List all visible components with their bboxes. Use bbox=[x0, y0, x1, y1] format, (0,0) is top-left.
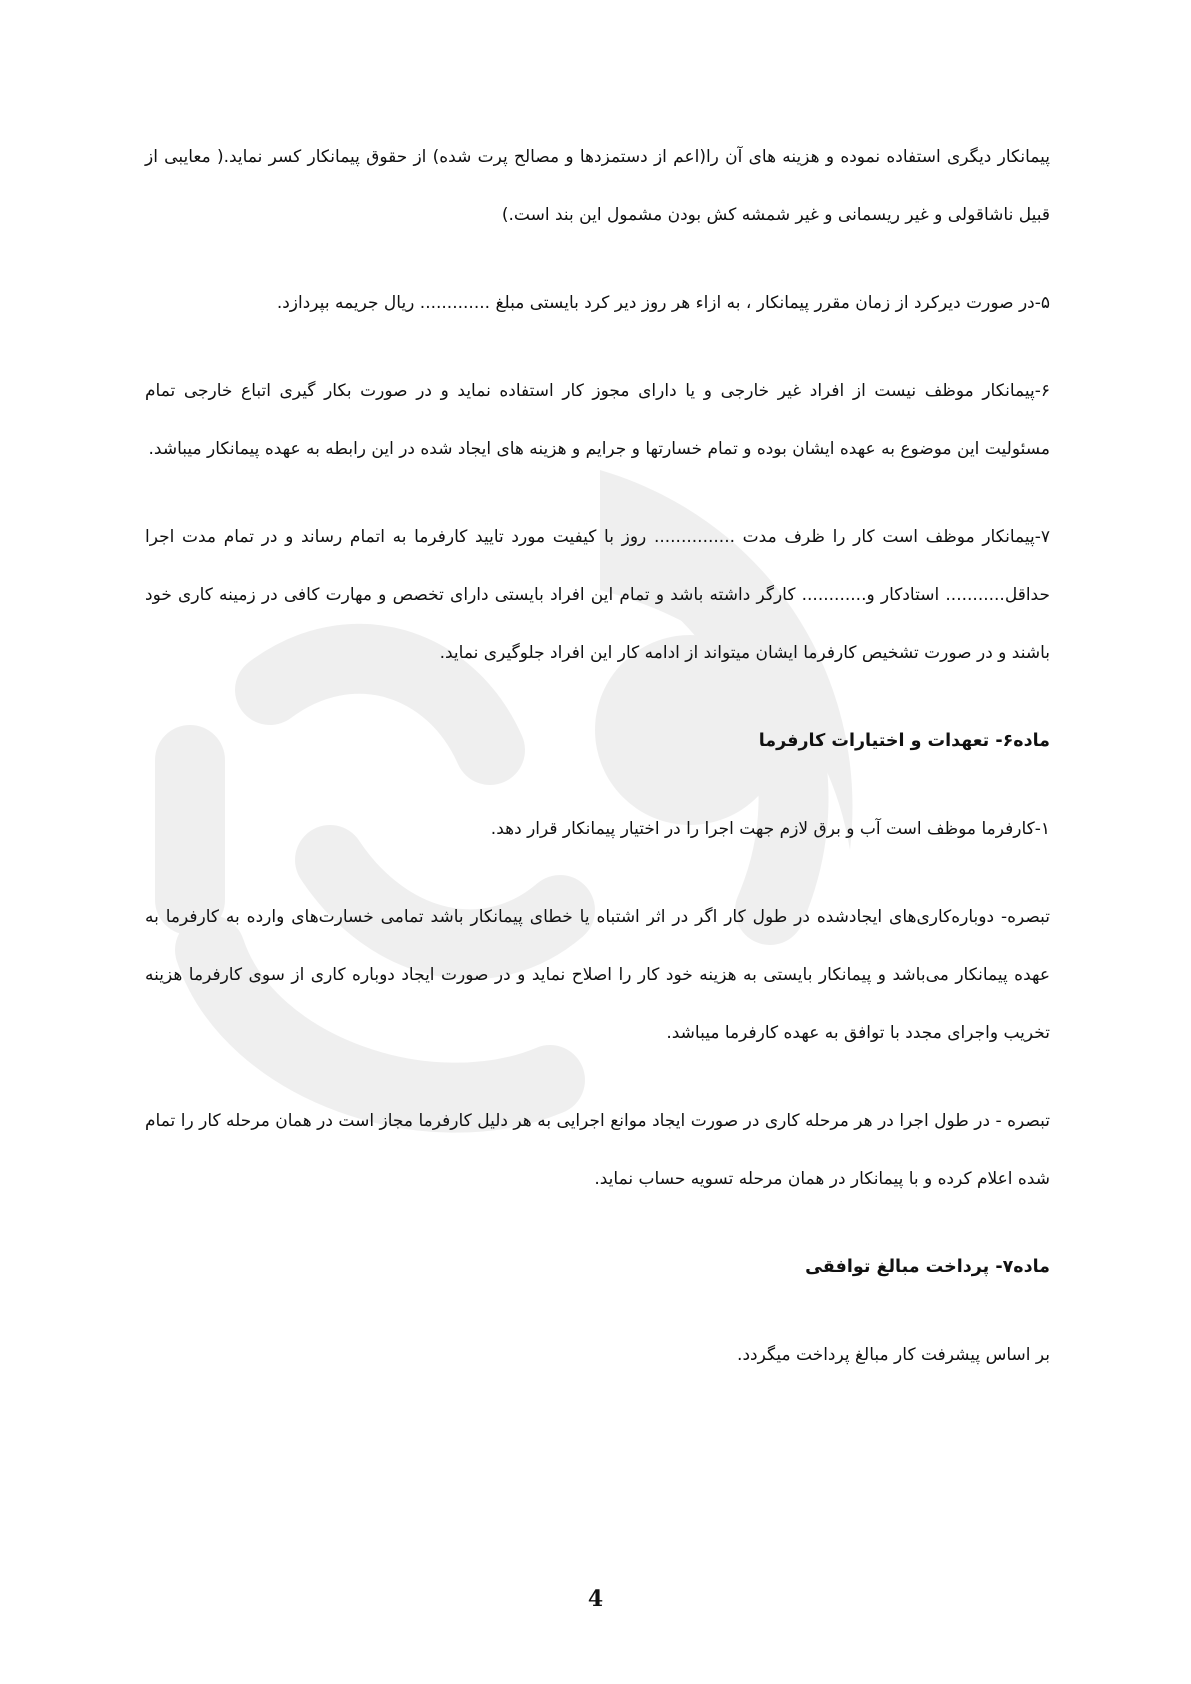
article-6-heading: ماده۶- تعهدات و اختیارات کارفرما bbox=[758, 731, 1050, 751]
page-number: 4 bbox=[587, 1586, 604, 1612]
paragraph-continuation: پیمانکار دیگری استفاده نموده و هزینه های آن را(اعم از دستمزدها و مصالح پرت شده) از حقوق پیمانکار کسر نماید.( معایبی از قبیل ناشاقولی و غیر ریسمانی و غیر شمشه کش بودن مشمول این بند است.) bbox=[145, 147, 1050, 225]
note-rework: تبصره- دوباره‌کاری‌های ایجادشده در طول کار اگر در اثر اشتباه یا خطای پیمانکار باشد تمامی خسارت‌های وارده به کارفرما به عهده پیمانکار می‌باشد و پیمانکار بایستی به هزینه خود کار را اصلاح نماید و در صورت ایجاد دوباره کاری از سوی کارفرما هزینه تخریب واجرای مجدد با توافق به عهده کارفرما میباشد. bbox=[145, 907, 1050, 1043]
clause-7: ۷-پیمانکار موظف است کار را ظرف مدت ............... روز با کیفیت مورد تایید کارفرما به اتمام رساند و در تمام مدت اجرا حداقل........... استادکار و............ کارگر داشته باشد و تمام این افراد بایستی دارای تخصص و مهارت کافی در زمینه کاری خود باشند و در صورت تشخیص کارفرما ایشان میتواند از ادامه کار این افراد جلوگیری نماید. bbox=[145, 527, 1050, 663]
note-obstacles: تبصره - در طول اجرا در هر مرحله کاری در صورت ایجاد موانع اجرایی به هر دلیل کارفرما مجاز است در همان مرحله کار را تمام شده اعلام کرده و با پیمانکار در همان مرحله تسویه حساب نماید. bbox=[145, 1111, 1050, 1189]
clause-6: ۶-پیمانکار موظف نیست از افراد غیر خارجی و یا دارای مجوز کار استفاده نماید و در صورت بکار گیری اتباع خارجی تمام مسئولیت این موضوع به عهده ایشان بوده و تمام خسارتها و جرایم و هزینه های ایجاد شده در این رابطه به عهده پیمانکار میباشد. bbox=[145, 381, 1050, 459]
document-body bbox=[145, 128, 1050, 1414]
article-7-clause-1: بر اساس پیشرفت کار مبالغ پرداخت میگردد. bbox=[737, 1345, 1050, 1365]
article-6-clause-1: ۱-کارفرما موظف است آب و برق لازم جهت اجرا را در اختیار پیمانکار قرار دهد. bbox=[490, 819, 1050, 839]
clause-5: ۵-در صورت دیرکرد از زمان مقرر پیمانکار ، به ازاء هر روز دیر کرد بایستی مبلغ ............. ریال جریمه بپردازد. bbox=[276, 293, 1050, 313]
article-7-heading: ماده۷- پرداخت مبالغ توافقی bbox=[805, 1257, 1050, 1277]
